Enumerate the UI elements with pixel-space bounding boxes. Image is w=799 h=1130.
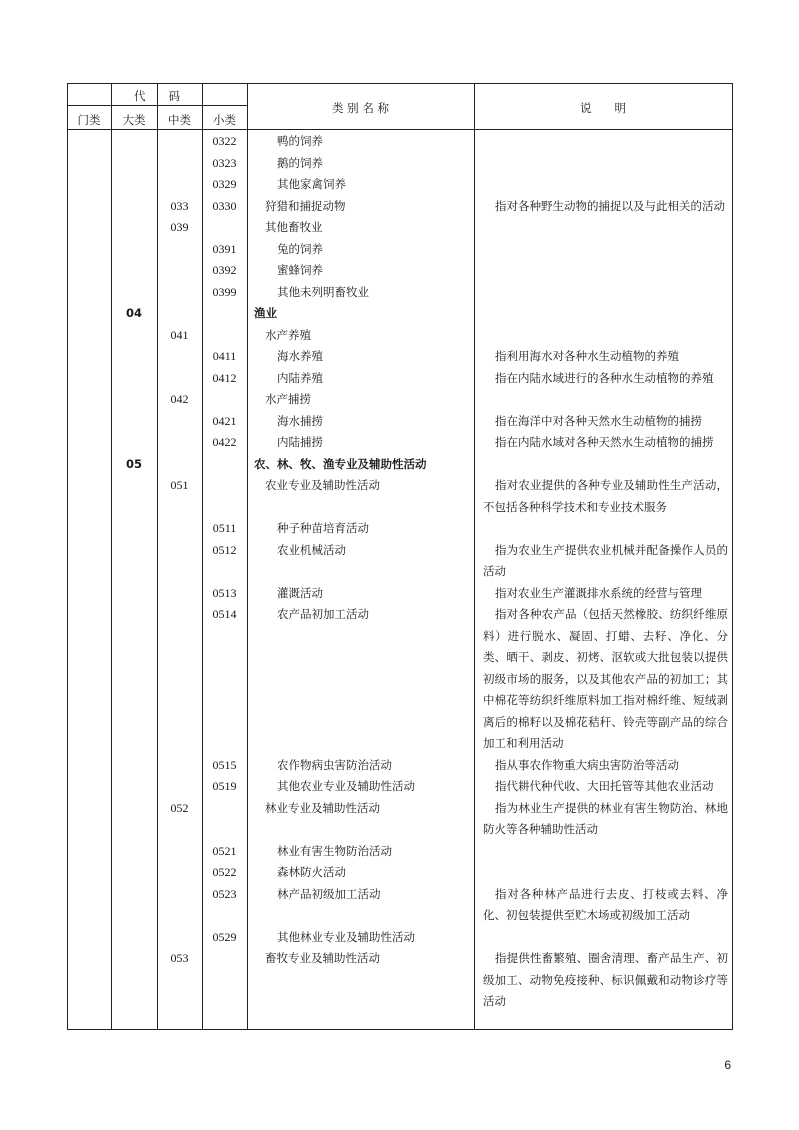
xiaolei-code: 0323	[212, 155, 237, 170]
header-dalei: 大类	[122, 113, 146, 127]
category-description: 指对各种林产品进行去皮、打枝或去料、净化、初包装提供至贮木场或初级加工活动	[483, 886, 728, 922]
zhonglei-code: 039	[170, 220, 189, 234]
xiaolei-code: 0519	[212, 779, 237, 793]
header-bottom-line	[67, 129, 733, 130]
category-name: 内陆捕捞	[277, 435, 323, 449]
xiaolei-code: 0391	[212, 241, 237, 256]
category-description: 指在海洋中对各种天然水生动植物的捕捞	[495, 413, 702, 428]
category-name: 其他畜牧业	[265, 220, 323, 234]
col-divider	[474, 83, 475, 1030]
category-name: 林业有害生物防治活动	[277, 843, 392, 858]
category-description: 指对各种农产品（包括天然橡胶、纺织纤维原料）进行脱水、凝固、打蜡、去籽、净化、分类、晒干、剥皮、初烤、沤软或大批包装以提供初级市场的服务，以及其他农产品的初加工；其中棉花等纺织纤维原料加工指对棉纤维、短绒剥离后的棉籽以及棉花秸秆、铃壳等副产品的综合加工和利用活动	[483, 607, 728, 750]
col-divider	[247, 83, 248, 1030]
category-name: 农作物病虫害防治活动	[277, 757, 392, 772]
category-description: 指提供性畜繁殖、圈舍清理、畜产品生产、初级加工、动物免疫接种、标识佩戴和动物诊疗等活动	[483, 951, 728, 1008]
category-name: 农产品初加工活动	[277, 607, 369, 621]
header-subdivider	[67, 105, 247, 106]
category-name: 森林防火活动	[277, 865, 346, 879]
xiaolei-code: 0399	[212, 284, 237, 299]
classification-table	[67, 83, 733, 1030]
category-name: 鹅的饲养	[277, 155, 323, 170]
header-description: 说 明	[580, 101, 626, 115]
category-description: 指在内陆水域对各种天然水生动植物的捕捞	[495, 435, 714, 449]
xiaolei-code: 0522	[212, 865, 237, 879]
xiaolei-code: 0511	[212, 521, 237, 535]
xiaolei-code: 0412	[212, 370, 237, 385]
zhonglei-code: 052	[170, 800, 189, 815]
xiaolei-code: 0322	[212, 134, 237, 148]
zhonglei-code: 042	[170, 392, 189, 406]
xiaolei-code: 0514	[212, 607, 237, 621]
category-name: 水产养殖	[265, 327, 311, 342]
header-code-group: 代 码	[134, 89, 180, 103]
category-description: 指代耕代种代收、大田托管等其他农业活动	[495, 779, 714, 793]
category-description: 指利用海水对各种水生动植物的养殖	[495, 349, 679, 363]
xiaolei-code: 0392	[212, 263, 237, 277]
header-zhonglei: 中类	[168, 113, 191, 127]
category-name: 农业机械活动	[277, 542, 346, 557]
category-description: 指从事农作物重大病虫害防治等活动	[495, 757, 679, 772]
category-description: 指为农业生产提供农业机械并配备操作人员的活动	[483, 542, 728, 578]
category-name: 畜牧专业及辅助性活动	[265, 951, 380, 965]
header-category-name: 类 别 名 称	[332, 101, 389, 115]
category-description: 指对农业提供的各种专业及辅助性生产活动，不包括各种科学技术和专业技术服务	[483, 478, 728, 514]
header-menlei: 门类	[77, 113, 101, 127]
table-border-right	[732, 83, 733, 1030]
category-name: 狩猎和捕捉动物	[265, 198, 346, 213]
zhonglei-code: 053	[170, 951, 189, 965]
col-divider	[111, 83, 112, 1030]
xiaolei-code: 0521	[212, 843, 237, 858]
category-name: 其他未列明畜牧业	[277, 284, 369, 299]
category-name: 种子种苗培育活动	[277, 521, 369, 535]
table-border-bottom	[67, 1029, 733, 1030]
category-name: 水产捕捞	[265, 392, 311, 406]
zhonglei-code: 041	[170, 327, 189, 342]
category-name: 鸭的饲养	[277, 134, 323, 148]
category-name: 其他林业专业及辅助性活动	[277, 929, 415, 944]
category-name: 农、林、牧、渔专业及辅助性活动	[254, 456, 427, 471]
category-name: 海水养殖	[277, 349, 323, 363]
category-description: 指对农业生产灌溉排水系统的经营与管理	[495, 585, 702, 600]
xiaolei-code: 0512	[212, 542, 237, 557]
category-name: 其他家禽饲养	[277, 177, 346, 191]
category-name: 林业专业及辅助性活动	[265, 800, 380, 815]
category-description: 指在内陆水域进行的各种水生动植物的养殖	[495, 370, 714, 385]
zhonglei-code: 033	[170, 198, 189, 213]
table-border-top	[67, 83, 733, 84]
zhonglei-code: 051	[170, 478, 189, 492]
xiaolei-code: 0330	[212, 198, 237, 213]
category-name: 蜜蜂饲养	[277, 263, 323, 277]
xiaolei-code: 0523	[212, 886, 237, 901]
xiaolei-code: 0329	[212, 177, 237, 191]
category-description: 指对各种野生动物的捕捉以及与此相关的活动	[495, 198, 725, 213]
category-name: 农业专业及辅助性活动	[265, 478, 380, 492]
category-name: 兔的饲养	[277, 241, 323, 256]
category-name: 内陆养殖	[277, 370, 323, 385]
category-name: 林产品初级加工活动	[277, 886, 381, 901]
table-border-left	[67, 83, 68, 1030]
page-number: 6	[724, 1058, 731, 1072]
xiaolei-code: 0529	[212, 929, 237, 944]
category-description: 指为林业生产提供的林业有害生物防治、林地防火等各种辅助性活动	[483, 800, 728, 836]
xiaolei-code: 0515	[212, 757, 237, 772]
xiaolei-code: 0411	[212, 349, 237, 363]
xiaolei-code: 0421	[212, 413, 237, 428]
xiaolei-code: 0513	[212, 585, 237, 600]
category-name: 渔业	[254, 306, 277, 320]
category-name: 海水捕捞	[277, 413, 323, 428]
dalei-code: 04	[125, 306, 142, 320]
xiaolei-code: 0422	[212, 435, 237, 449]
dalei-code: 05	[125, 456, 142, 471]
category-name: 灌溉活动	[277, 585, 323, 600]
header-xiaolei: 小类	[213, 113, 236, 127]
category-name: 其他农业专业及辅助性活动	[277, 779, 415, 793]
